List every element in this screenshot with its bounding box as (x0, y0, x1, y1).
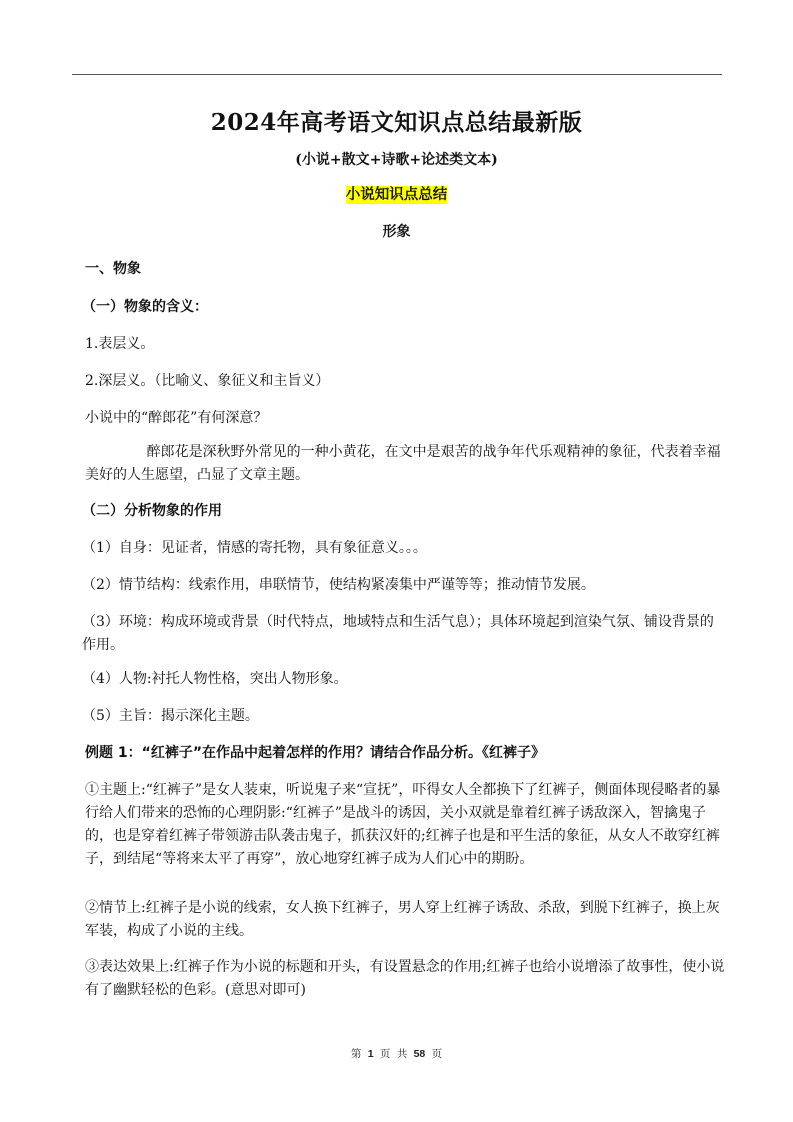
heading-level-2-meaning: （一）物象的含义： (82, 299, 208, 315)
footer-middle: 页 共 (379, 1048, 408, 1060)
example-answer-effect: ③表达效果上:红裤子作为小说的标题和开头，有设置悬念的作用;红裤子也给小说增添了故事性，使小说有了幽默轻松的色彩。(意思对即可) (85, 959, 725, 998)
question-text: 小说中的“醉郎花”有何深意？ (85, 410, 268, 426)
heading-level-1: 一、物象 (85, 261, 141, 277)
function-item-2: （2）情节结构：线索作用，串联情节，使结构紧凑集中严谨等等；推动情节发展。 (82, 577, 595, 593)
function-item-4: （4）人物:衬托人物性格，突出人物形象。 (82, 671, 348, 687)
current-page-number: 1 (367, 1048, 374, 1060)
function-item-3: （3）环境：构成环境或背景（时代特点，地域特点和生活气息）；具体环境起到渲染气氛、铺设背景的作用。 (82, 614, 714, 653)
header-rule (72, 74, 722, 75)
function-item-1: （1）自身：见证者，情感的寄托物，具有象征意义。。。 (82, 540, 427, 556)
list-item-deep-meaning: 2.深层义。（比喻义、象征义和主旨义） (85, 373, 330, 389)
page-footer (0, 1046, 793, 1061)
footer-suffix: 页 (431, 1048, 443, 1060)
example-answer-theme: ①主题上:“红裤子”是女人装束，听说鬼子来“宣抚”，吓得女人全都换下了红裤子，侧面体现侵略者的暴行给人们带来的恐怖的心理阴影:“红裤子”是战斗的诱因，关小双就是靠着红裤子诱敌深入，智擒鬼子的，也是穿着红裤子带领游击队袭击鬼子，抓获汉奸的;红裤子也是和平生活的象征，从女人不敢穿红裤子，到结尾“等将来太平了再穿”，放心地穿红裤子成为人们心中的期盼。 (85, 782, 721, 867)
answer-paragraph: 醉郎花是深秋野外常见的一种小黄花，在文中是艰苦的战争年代乐观精神的象征，代表着幸福美好的人生愿望，凸显了文章主题。 (85, 444, 721, 483)
example-question-title: 例题 1：“红裤子”在作品中起着怎样的作用？请结合作品分析。《红裤子》 (85, 745, 546, 761)
list-item-surface-meaning: 1.表层义。 (85, 336, 155, 352)
highlight-heading-wrap (0, 183, 793, 204)
document-title: 2024年高考语文知识点总结最新版 (210, 109, 583, 136)
total-pages: 58 (413, 1048, 426, 1060)
section-heading: 形象 (382, 224, 411, 240)
example-answer-plot: ②情节上:红裤子是小说的线索，女人换下红裤子，男人穿上红裤子诱敌、杀敌，到脱下红裤子，换上灰军装，构成了小说的主线。 (85, 900, 720, 939)
footer-prefix: 第 (350, 1048, 362, 1060)
document-subtitle: (小说+散文+诗歌+论述类文本) (295, 152, 498, 168)
function-item-5: （5）主旨：揭示深化主题。 (82, 708, 259, 724)
heading-level-2-function: （二）分析物象的作用 (82, 503, 222, 519)
highlighted-heading: 小说知识点总结 (345, 187, 448, 203)
